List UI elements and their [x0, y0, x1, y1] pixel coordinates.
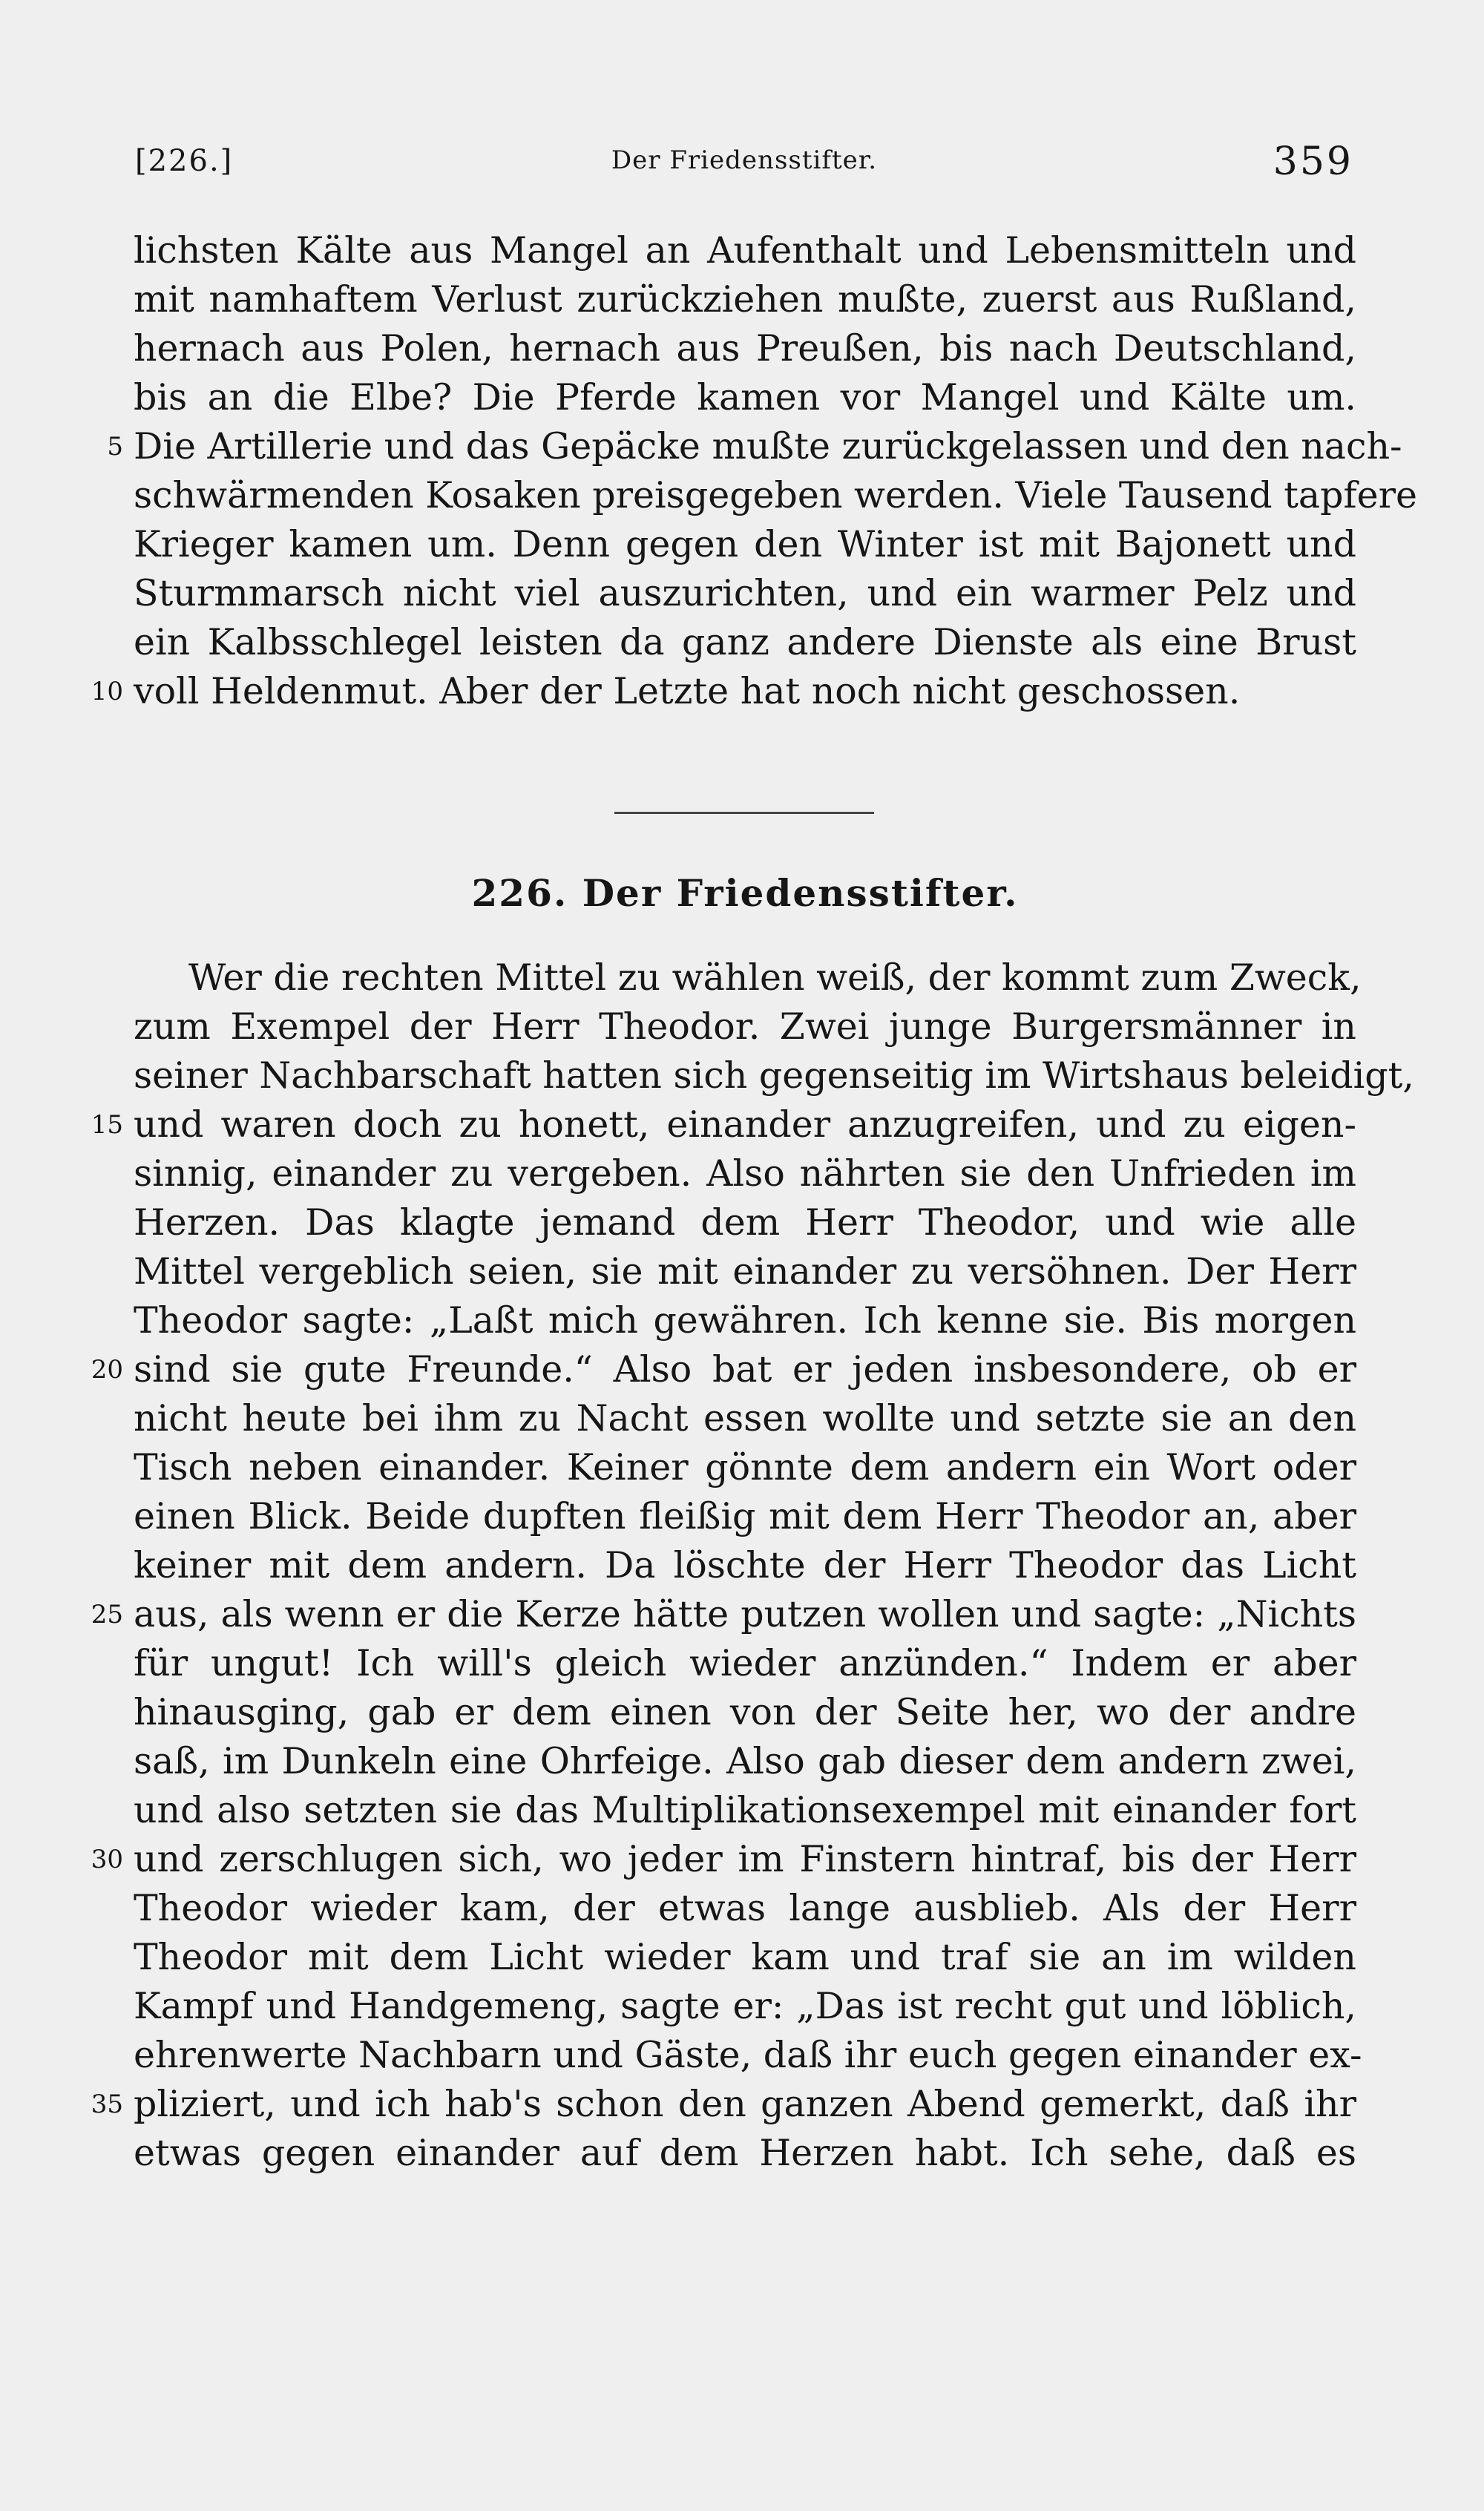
- line-number: 30: [91, 1845, 123, 1874]
- line-number: 20: [91, 1355, 123, 1385]
- text-line: hinausging, gab er dem einen von der Seite her, wo der andre: [134, 1691, 1356, 1733]
- text-line: einen Blick. Beide dupften fleißig mit dem Herr Theodor an, aber: [134, 1495, 1356, 1537]
- text-line: Die Artillerie und das Gepäcke mußte zurückgelassen und den nach-: [134, 425, 1402, 467]
- text-line: Theodor sagte: „Laßt mich gewähren. Ich kenne sie. Bis morgen: [134, 1299, 1356, 1342]
- text-line: Herzen. Das klagte jemand dem Herr Theodor, und wie alle: [134, 1201, 1356, 1244]
- text-line: lichsten Kälte aus Mangel an Aufenthalt und Lebensmitteln und: [134, 229, 1356, 272]
- text-line: mit namhaftem Verlust zurückziehen mußte, zuerst aus Rußland,: [134, 278, 1356, 321]
- text-line: Theodor wieder kam, der etwas lange ausblieb. Als der Herr: [134, 1887, 1356, 1929]
- page-header: [135, 140, 1353, 191]
- line-number: 10: [91, 677, 123, 706]
- text-line: und also setzten sie das Multiplikationsexempel mit einander fort: [134, 1789, 1356, 1831]
- section-reference: [226.]: [135, 144, 234, 178]
- text-line: Krieger kamen um. Denn gegen den Winter ist mit Bajonett und: [134, 523, 1356, 565]
- line-number: 5: [107, 432, 123, 462]
- line-number: 25: [91, 1600, 123, 1629]
- text-line: keiner mit dem andern. Da löschte der Herr Theodor das Licht: [134, 1544, 1356, 1586]
- text-line: Theodor mit dem Licht wieder kam und traf sie an im wilden: [134, 1936, 1356, 1978]
- text-line: und zerschlugen sich, wo jeder im Finstern hintraf, bis der Herr: [134, 1838, 1356, 1880]
- text-line: hernach aus Polen, hernach aus Preußen, bis nach Deutschland,: [134, 327, 1356, 370]
- text-line: sind sie gute Freunde.“ Also bat er jeden insbesondere, ob er: [134, 1348, 1356, 1391]
- text-line: und waren doch zu honett, einander anzugreifen, und zu eigen-: [134, 1103, 1356, 1146]
- text-line: Wer die rechten Mittel zu wählen weiß, der kommt zum Zweck,: [188, 956, 1362, 999]
- text-line: ehrenwerte Nachbarn und Gäste, daß ihr euch gegen einander ex-: [134, 2034, 1362, 2076]
- line-number: 35: [91, 2090, 123, 2119]
- text-line: Mittel vergeblich seien, sie mit einander zu versöhnen. Der Herr: [134, 1250, 1356, 1293]
- text-line: saß, im Dunkeln eine Ohrfeige. Also gab dieser dem andern zwei,: [134, 1740, 1356, 1782]
- text-line: schwärmenden Kosaken preisgegeben werden. Viele Tausend tapfere: [134, 474, 1418, 516]
- section-divider: [614, 812, 874, 814]
- text-line: nicht heute bei ihm zu Nacht essen wollte und setzte sie an den: [134, 1397, 1356, 1440]
- text-line: pliziert, und ich hab's schon den ganzen Abend gemerkt, daß ihr: [134, 2083, 1356, 2125]
- text-line: voll Heldenmut. Aber der Letzte hat noch nicht geschossen.: [134, 670, 1241, 712]
- line-number: 15: [91, 1110, 123, 1140]
- text-line: Kampf und Handgemeng, sagte er: „Das ist recht gut und löblich,: [134, 1985, 1356, 2027]
- text-line: Sturmmarsch nicht viel auszurichten, und ein warmer Pelz und: [134, 572, 1356, 614]
- text-line: zum Exempel der Herr Theodor. Zwei junge Burgersmänner in: [134, 1005, 1356, 1048]
- text-line: bis an die Elbe? Die Pferde kamen vor Mangel und Kälte um.: [134, 376, 1356, 418]
- text-line: aus, als wenn er die Kerze hätte putzen wollen und sagte: „Nichts: [134, 1593, 1356, 1635]
- text-line: für ungut! Ich will's gleich wieder anzünden.“ Indem er aber: [134, 1642, 1356, 1684]
- text-line: sinnig, einander zu vergeben. Also nährten sie den Unfrieden im: [134, 1152, 1356, 1195]
- section-heading: 226. Der Friedensstifter.: [471, 871, 1019, 915]
- text-line: ein Kalbsschlegel leisten da ganz andere Dienste als eine Brust: [134, 621, 1356, 663]
- text-line: Tisch neben einander. Keiner gönnte dem andern ein Wort oder: [134, 1446, 1356, 1488]
- page-number: 359: [1273, 140, 1353, 184]
- text-line: seiner Nachbarschaft hatten sich gegenseitig im Wirtshaus beleidigt,: [134, 1054, 1414, 1097]
- text-line: etwas gegen einander auf dem Herzen habt. Ich sehe, daß es: [134, 2132, 1356, 2174]
- running-title: Der Friedensstifter.: [611, 145, 878, 175]
